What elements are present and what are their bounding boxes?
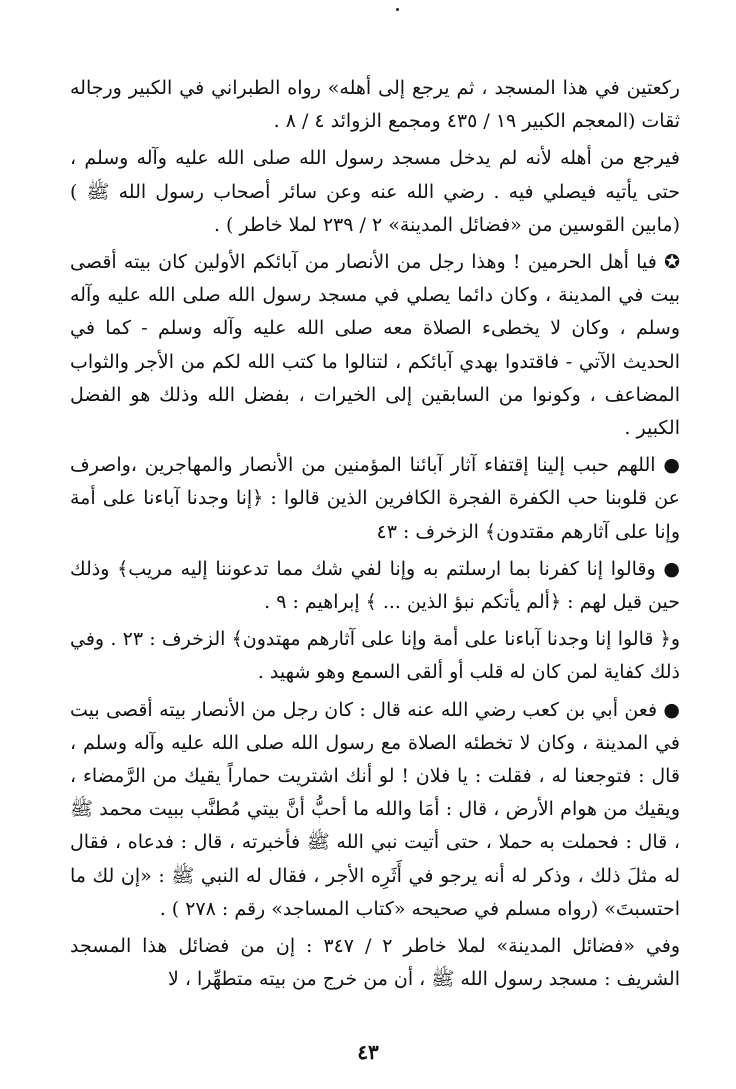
page-body [70, 72, 680, 996]
page-number: ٤٣ [357, 1040, 379, 1064]
paragraph-4: ● اللهم حبب إلينا إقتفاء آثار آبائنا المؤمنين من الأنصار والمهاجرين ،واصرف عن قلوبنا حب الكفرة الفجرة الكافرين الذين قالوا : ﴿إنا وجدنا آباءنا على أمة وإنا على آثارهم مقتدون﴾ الزخرف : ٤٣ [70, 454, 680, 543]
scan-mark [396, 8, 399, 11]
paragraph-7: ● فعن أبي بن كعب رضي الله عنه قال : كان رجل من الأنصار بيته أقصى بيت في المدينة ، وكان لا تخطئه الصلاة مع رسول الله صلى الله عليه وآله وسلم ، قال : فتوجعنا له ، فقلت : يا فلان ! لو أنك اشتريت حماراً يقيك من الرَّمضاء ، ويقيك من هوام الأرض ، قال : أمَا والله ما أحبُّ أنَّ بيتي مُطنَّب ببيت محمد ﷺ ، قال : فحملت به حملا ، حتى أتيت نبي الله ﷺ فأخبرته ، قال : فدعاه ، فقال له مثلَ ذلك ، وذكر له أنه يرجو في أَثَرِه الأجر ، فقال له النبي ﷺ : «إن لك ما احتسبتَ» (رواه مسلم في صحيحه «كتاب المساجد» رقم : ٢٧٨ ) . [70, 698, 680, 920]
paragraph-8: وفي «فضائل المدينة» لملا خاطر ٢ / ٣٤٧ : إن من فضائل هذا المسجد الشريف : مسجد رسول الله ﷺ ، أن من خرج من بيته متطهِّرا ، لا [70, 935, 680, 991]
paragraph-3: ✪ فيا أهل الحرمين ! وهذا رجل من الأنصار من آبائكم الأولين كان بيته أقصى بيت في المدينة ، وكان دائما يصلي في مسجد رسول الله صلى الله عليه وآله وسلم ، وكان لا يخطىء الصلاة معه صلى الله عليه وآله وسلم - كما في الحديث الآتي - فاقتدوا بهدي آبائكم ، لتنالوا ما كتب الله لكم من الأجر والثواب المضاعف ، وكونوا من السابقين إلى الخيرات ، بفضل الله وذلك هو الفضل الكبير . [70, 251, 680, 440]
paragraph-2: فيرجع من أهله لأنه لم يدخل مسجد رسول الله صلى الله عليه وآله وسلم ، حتى يأتيه فيصلي فيه . رضي الله عنه وعن سائر أصحاب رسول الله ﷺ ) (مابين القوسين من «فضائل المدينة» ٢ / ٢٣٩ لملا خاطر ) . [70, 147, 680, 236]
paragraph-1: ركعتين في هذا المسجد ، ثم يرجع إلى أهله» رواه الطبراني في الكبير ورجاله ثقات (المعجم الكبير ١٩ / ٤٣٥ ومجمع الزوائد ٤ / ٨ . [70, 77, 680, 133]
paragraph-6: و﴿ قالوا إنا وجدنا آباءنا على أمة وإنا على آثارهم مهتدون﴾ الزخرف : ٢٣ . وفي ذلك كفاية لمن كان له قلب أو ألقى السمع وهو شهيد . [70, 628, 680, 684]
paragraph-5: ● وقالوا إنا كفرنا بما ارسلتم به وإنا لفي شك مما تدعوننا إليه مريب﴾ وذلك حين قيل لهم : ﴿ألم يأتكم نبؤ الذين ... ﴾ إبراهيم : ٩ . [70, 557, 680, 614]
